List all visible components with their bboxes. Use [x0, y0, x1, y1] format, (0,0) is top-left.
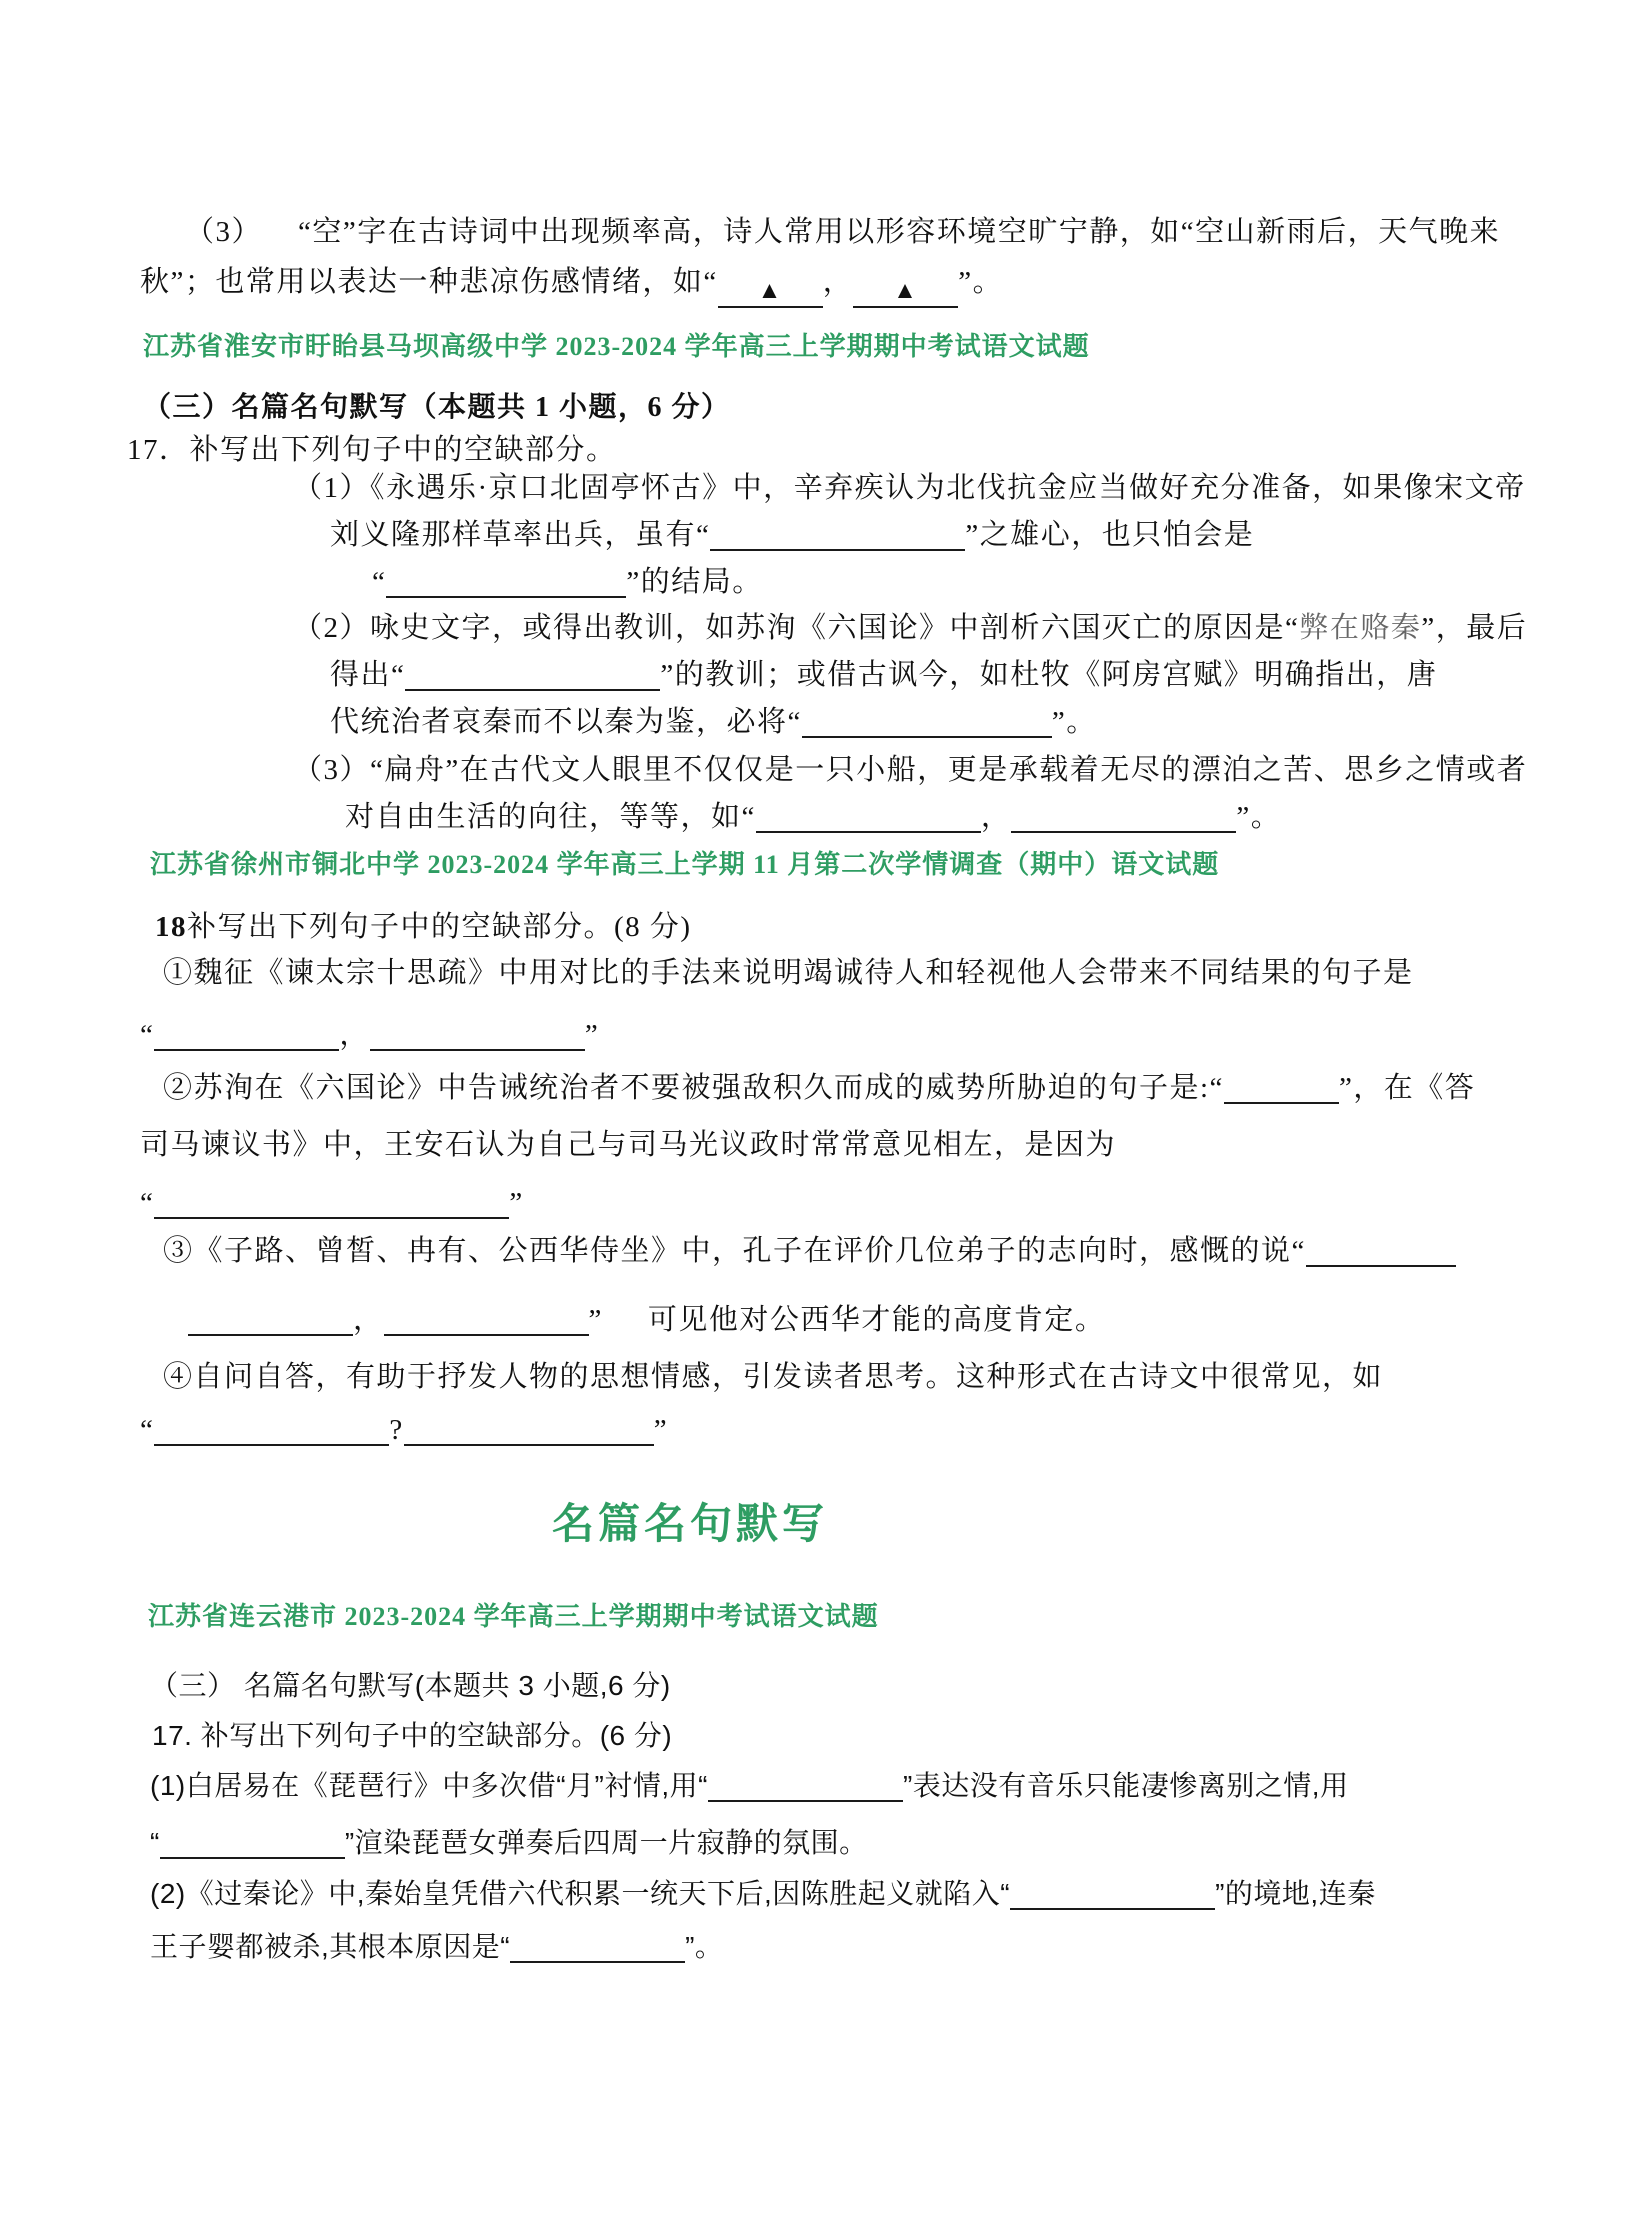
paragraph-q3-line2 — [140, 262, 1003, 308]
answer-blank — [1010, 1876, 1215, 1910]
item-circ2-line2 — [140, 1125, 1116, 1165]
item2-line1 — [293, 608, 1527, 648]
section-b-q18 — [155, 907, 692, 947]
text-run: ”。 — [685, 1931, 724, 1962]
text-run: （3）“扁舟”在古代文人眼里不仅仅是一只小船，更是承载着无尽的漂泊之苦、思乡之情或者 — [293, 754, 1528, 786]
text-run: ” — [584, 1019, 600, 1051]
section-c-q17: 17. 补写出下列句子中的空缺部分。(6 分) — [152, 1720, 673, 1751]
answer-blank — [160, 1825, 345, 1859]
answer-blank — [404, 1412, 654, 1446]
text-run: ”的境地,连秦 — [1215, 1878, 1376, 1909]
c-item2-line2 — [150, 1927, 723, 1967]
paragraph-q3-line1 — [185, 212, 1500, 252]
text-run: ”。 — [1051, 706, 1097, 738]
text-run: ， — [339, 1019, 370, 1051]
answer-blank — [154, 1412, 389, 1446]
text-run: ”渲染琵琶女弹奏后四周一片寂静的氛围。 — [344, 1827, 868, 1858]
item-circ3-line2 — [188, 1300, 1105, 1340]
text-run: ” — [509, 1187, 524, 1219]
answer-blank — [708, 1768, 903, 1802]
text-run: （3） — [185, 216, 263, 248]
text-run: ， — [980, 801, 1012, 833]
answer-blank — [1224, 1070, 1339, 1104]
answer-blank — [405, 657, 660, 691]
text-run: 对自由生活的向往，等等，如“ — [345, 801, 756, 833]
text-run: “空”字在古诗词中出现频率高，诗人常用以形容环境空旷宁静，如“空山新雨后，天气晚来 — [298, 216, 1501, 248]
item2-line2 — [330, 655, 1437, 695]
c-item1-line1 — [150, 1766, 1349, 1806]
section-a-q17: 17．补写出下列句子中的空缺部分。 — [127, 434, 617, 466]
text-run: “ — [140, 1414, 155, 1446]
text-run: ”表达没有音乐只能凄惨离别之情,用 — [902, 1770, 1349, 1801]
item-circ1-blanks — [140, 1015, 599, 1055]
text-run: ②苏洵在《六国论》中告诫统治者不要被强敌积久而成的威势所胁迫的句子是:“ — [163, 1072, 1224, 1104]
answer-blank — [510, 1929, 685, 1963]
section-c-heading: （三） 名篇名句默写(本题共 3 小题,6 分) — [150, 1670, 671, 1701]
text-run: ”。 — [958, 266, 1004, 298]
item-circ1-line1 — [163, 953, 1414, 993]
text-run: 18 — [155, 911, 187, 943]
source-header-xuzhou: 江苏省徐州市铜北中学 2023-2024 学年高三上学期 11 月第二次学情调查（期中）语文试题 — [150, 850, 1220, 879]
item-circ2-blank — [140, 1183, 524, 1223]
text-run: ”之雄心，也只怕会是 — [965, 519, 1255, 551]
text-run: ”，最后 — [1421, 612, 1528, 644]
text-run: “ — [140, 1187, 155, 1219]
text-run: ， — [822, 266, 854, 298]
text-run: 王子婴都被杀,其根本原因是“ — [150, 1931, 511, 1962]
answer-blank — [370, 1017, 585, 1051]
source-header-lianyungang: 江苏省连云港市 2023-2024 学年高三上学期期中考试语文试题 — [148, 1602, 879, 1631]
text-run: 弊在赂秦 — [1299, 612, 1422, 644]
item1-line2 — [330, 515, 1254, 555]
item2-line3 — [330, 702, 1097, 742]
answer-blank — [188, 1302, 353, 1336]
text-run: 补写出下列句子中的空缺部分。(8 分) — [187, 911, 692, 943]
answer-blank — [710, 517, 965, 551]
answer-blank — [802, 704, 1052, 738]
text-run: ? — [389, 1414, 404, 1446]
text-run: 得出“ — [330, 659, 406, 691]
text-run: (1)白居易在《琵琶行》中多次借“月”衬情,用“ — [150, 1770, 708, 1801]
source-header-huaian: 江苏省淮安市盱眙县马坝高级中学 2023-2024 学年高三上学期期中考试语文试题 — [143, 332, 1090, 361]
c-item1-line2 — [150, 1823, 868, 1863]
item-circ2-line1 — [163, 1068, 1475, 1108]
text-run: ， — [353, 1304, 384, 1336]
answer-blank — [154, 1185, 509, 1219]
item-circ4-blanks — [140, 1410, 668, 1450]
section-title: 名篇名句默写 — [551, 1502, 828, 1548]
text-run: “ — [372, 566, 387, 598]
answer-blank — [1011, 799, 1236, 833]
section-a-heading: （三）名篇名句默写（本题共 1 小题，6 分） — [143, 392, 731, 423]
text-run: ” — [588, 1304, 603, 1336]
text-run: ④自问自答，有助于抒发人物的思想情感，引发读者思考。这种形式在古诗文中很常见，如 — [163, 1361, 1384, 1393]
text-run: 刘义隆那样草率出兵，虽有“ — [330, 519, 711, 551]
text-run: 司马谏议书》中，王安石认为自己与司马光议政时常常意见相左，是因为 — [140, 1129, 1117, 1161]
text-run: ”的教训；或借古讽今，如杜牧《阿房宫赋》明确指出，唐 — [660, 659, 1438, 691]
answer-blank-triangle: ▲ — [853, 274, 958, 308]
answer-blank — [1306, 1233, 1456, 1267]
text-run: （1）《永遇乐·京口北固亭怀古》中，辛弃疾认为北伐抗金应当做好充分准备，如果像宋文帝 — [293, 472, 1526, 504]
text-run: ”。 — [1236, 801, 1282, 833]
item-circ3-line1 — [163, 1231, 1456, 1271]
text-run: ①魏征《谏太宗十思疏》中用对比的手法来说明竭诚待人和轻视他人会带来不同结果的句子是 — [163, 957, 1414, 989]
answer-blank-triangle: ▲ — [718, 274, 823, 308]
answer-blank — [384, 1302, 589, 1336]
text-run: “ — [140, 1019, 155, 1051]
item-circ4-line1 — [163, 1357, 1383, 1397]
text-run: 代统治者哀秦而不以秦为鉴，必将“ — [330, 706, 802, 738]
item1-line3 — [372, 562, 763, 602]
text-run: ” — [653, 1414, 669, 1446]
c-item2-line1 — [150, 1874, 1376, 1914]
item3-line2 — [345, 797, 1281, 837]
item1-line1 — [293, 468, 1526, 508]
text-run: ③《子路、曾皙、冉有、公西华侍坐》中，孔子在评价几位弟子的志向时，感慨的说“ — [163, 1235, 1306, 1267]
text-run: “ — [150, 1827, 160, 1858]
item3-line1 — [293, 750, 1527, 790]
answer-blank — [386, 564, 626, 598]
text-run: ”，在《答 — [1338, 1072, 1476, 1104]
answer-blank — [756, 799, 981, 833]
text-run: 秋”；也常用以表达一种悲凉伤感情绪，如“ — [140, 266, 718, 298]
text-run: ”的结局。 — [626, 566, 763, 598]
text-run: 可见他对公西华才能的高度肯定。 — [647, 1304, 1106, 1336]
answer-blank — [154, 1017, 339, 1051]
text-run: （2）咏史文字，或得出教训，如苏洵《六国论》中剖析六国灭亡的原因是“ — [293, 612, 1300, 644]
text-run: (2)《过秦论》中,秦始皇凭借六代积累一统天下后,因陈胜起义就陷入“ — [150, 1878, 1011, 1909]
